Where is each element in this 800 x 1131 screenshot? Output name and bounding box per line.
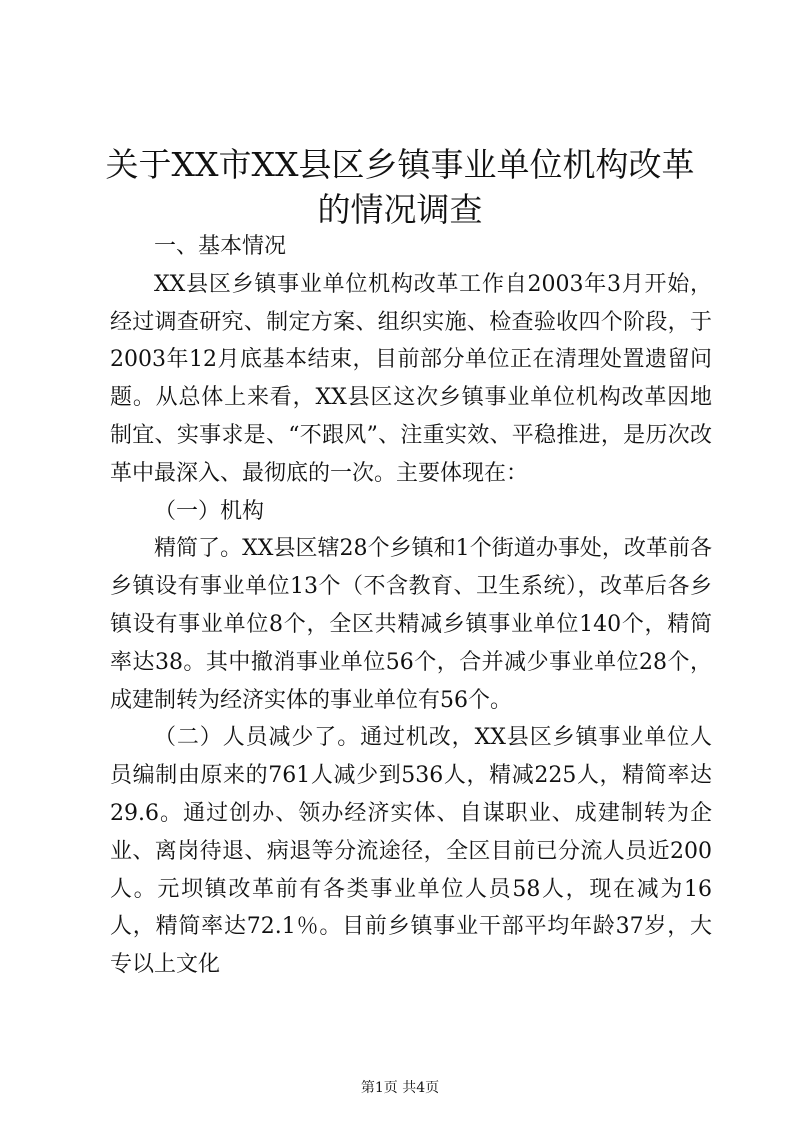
paragraph-personnel: （二）人员减少了。通过机改，XX县区乡镇事业单位人员编制由原来的761人减少到536人，精减225人，精简率达29.6。通过创办、领办经济实体、自谋职业、成建制转为企业、离岗待退、病退等分流途径，全区目前已分流人员近200人。元坝镇改革前有各类事业单位人员58人，现在减为16人，精简率达72.1％。目前乡镇事业干部平均年龄37岁，大专以上文化 <box>110 725 712 978</box>
page-number-footer: 第1页 共4页 <box>360 1080 440 1096</box>
paragraph-overview: XX县区乡镇事业单位机构改革工作自2003年3月开始，经过调查研究、制定方案、组织实施、检查验收四个阶段，于2003年12月底基本结束，目前部分单位正在清理处置遗留问题。从总体上来看，XX县区这次乡镇事业单位机构改革因地制宜、实事求是、“不跟风”、注重实效、平稳推进，是历次改革中最深入、最彻底的一次。主要体现在： <box>110 271 712 486</box>
paragraph-institutions: 精简了。XX县区辖28个乡镇和1个街道办事处，改革前各乡镇设有事业单位13个（不含教育、卫生系统），改革后各乡镇设有事业单位8个，全区共精减乡镇事业单位140个，精简率达38。其中撤消事业单位56个，合并减少事业单位28个，成建制转为经济实体的事业单位有56个。 <box>110 536 712 713</box>
subsection-heading-institutions: （一）机构 <box>154 498 265 524</box>
section-heading-basic-situation: 一、基本情况 <box>154 234 287 259</box>
document-body <box>110 228 712 984</box>
document-title: 关于XX市XX县区乡镇事业单位机构改革的情况调查 <box>105 145 695 229</box>
